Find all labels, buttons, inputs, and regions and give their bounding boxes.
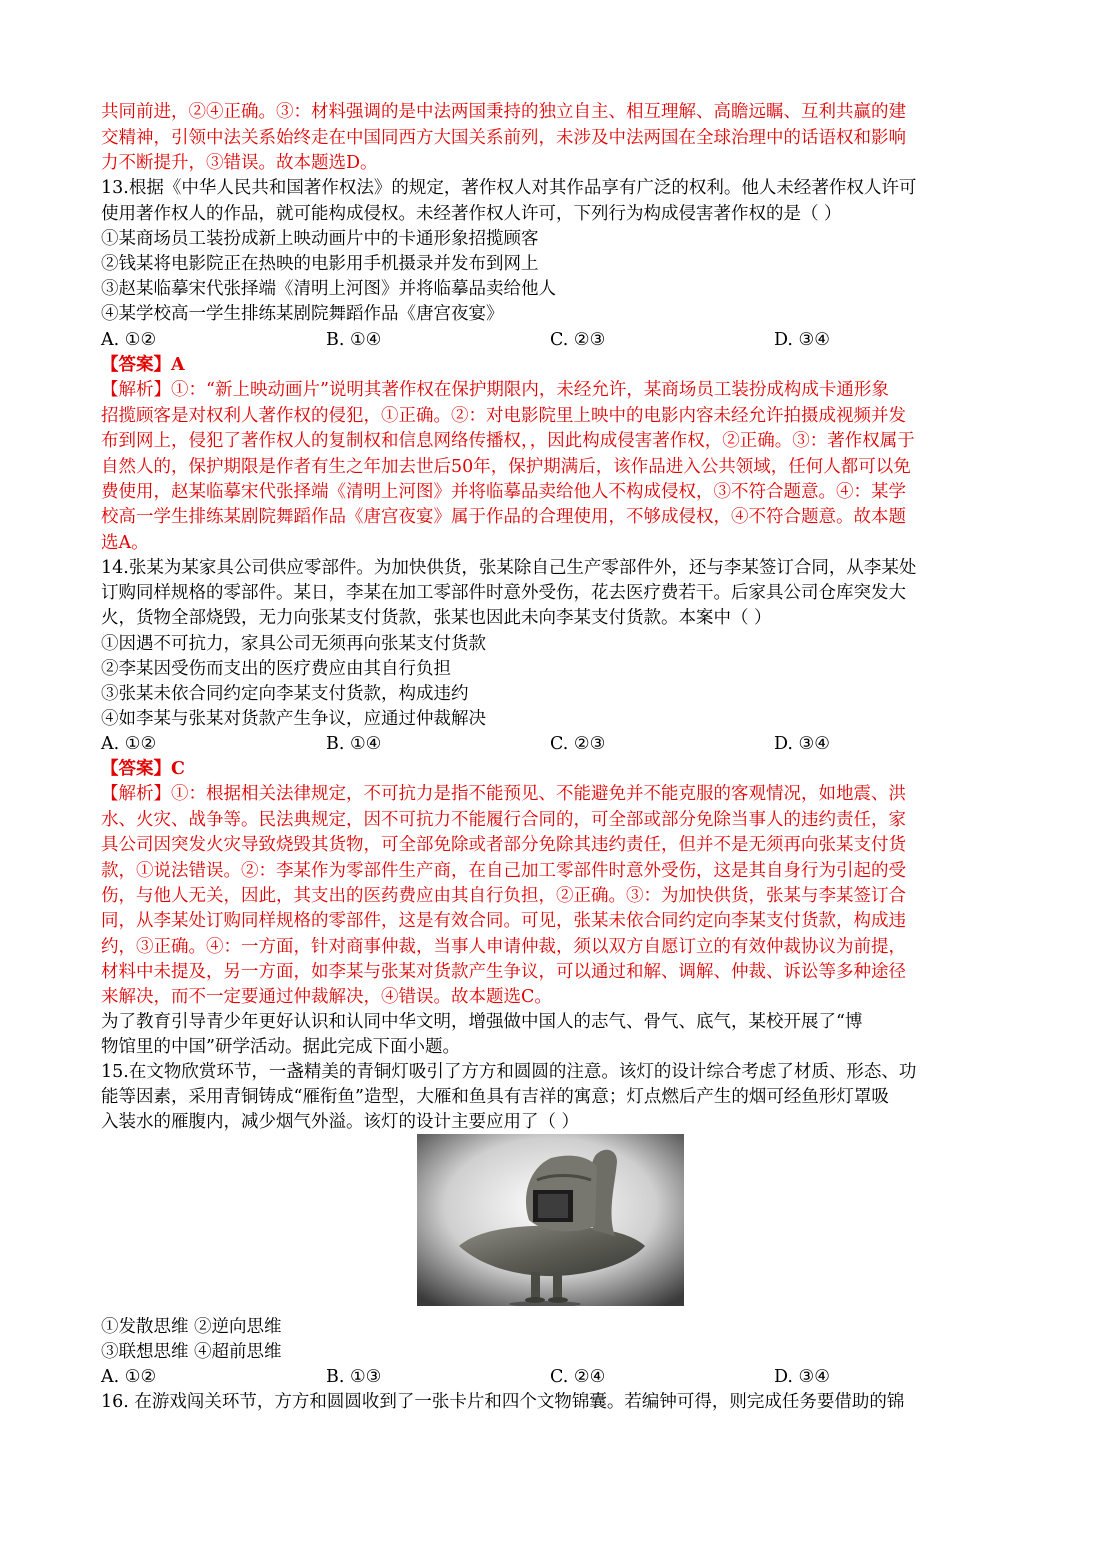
question-14-stem: 订购同样规格的零部件。某日，李某在加工零部件时意外受伤，花去医疗费若干。后家具公司仓库突发大 — [101, 583, 906, 603]
analysis-text: 自然人的，保护期限是作者有生之年加去世后50年，保护期满后，该作品进入公共领域，任何人都可以免 — [101, 457, 911, 477]
option-c: C. ②④ — [550, 1367, 606, 1387]
option-d: D. ③④ — [774, 734, 830, 754]
analysis-text: 【解析】①：根据相关法律规定，不可抗力是指不能预见、不能避免并不能克服的客观情况，如地震、洪 — [101, 784, 906, 804]
text-line: 力不断提升，③错误。故本题选D。 — [101, 153, 378, 173]
analysis-text: 具公司因突发火灾导致烧毁其货物，可全部免除或者部分免除其违约责任，但并不是无须再向张某支付货 — [101, 835, 906, 855]
statement-item: ④某学校高一学生排练某剧院舞蹈作品《唐宫夜宴》 — [101, 304, 504, 324]
analysis-text: 选A。 — [101, 533, 149, 553]
analysis-text: 招揽顾客是对权利人著作权的侵犯，①正确。②：对电影院里上映中的电影内容未经允许拍摄成视频并发 — [101, 406, 906, 426]
statement-item: ③赵某临摹宋代张择端《清明上河图》并将临摹品卖给他人 — [101, 279, 556, 299]
passage-intro: 为了教育引导青少年更好认识和认同中华文明，增强做中国人的志气、骨气、底气，某校开展了“博 — [101, 1012, 863, 1032]
analysis-text: 伤，与他人无关，因此，其支出的医药费应由其自行负担，②正确。③：为加快供货，张某与李某签订合 — [101, 886, 906, 906]
option-b: B. ①④ — [326, 330, 382, 350]
question-15-stem: 入装水的雁腹内，减少烟气外溢。该灯的设计主要应用了（ ） — [101, 1112, 580, 1132]
option-a: A. ①② — [101, 734, 157, 754]
option-d: D. ③④ — [774, 1367, 830, 1387]
statement-item: ③联想思维 ④超前思维 — [101, 1342, 282, 1362]
option-c: C. ②③ — [550, 734, 606, 754]
question-14-stem: 火，货物全部烧毁，无力向张某支付货款，张某也因此未向李某支付货款。本案中（ ） — [101, 608, 772, 628]
statement-item: ②李某因受伤而支出的医疗费应由其自行负担 — [101, 659, 451, 679]
text-line: 共同前进，②④正确。③：材料强调的是中法两国秉持的独立自主、相互理解、高瞻远瞩、互利共赢的建 — [101, 102, 906, 122]
statement-item: ③张某未依合同约定向李某支付货款，构成违约 — [101, 684, 469, 704]
analysis-text: 【解析】①：“新上映动画片”说明其著作权在保护期限内，未经允许，某商场员工装扮成构成卡通形象 — [101, 380, 889, 400]
analysis-text: 布到网上，侵犯了著作权人的复制权和信息网络传播权，，因此构成侵害著作权，②正确。③：著作权属于 — [101, 431, 915, 451]
bronze-goose-lamp-image — [417, 1134, 684, 1306]
answer-label: 【答案】C — [101, 759, 185, 779]
statement-item: ④如李某与张某对货款产生争议，应通过仲裁解决 — [101, 709, 486, 729]
option-a: A. ①② — [101, 330, 157, 350]
analysis-text: 约，③正确。④：一方面，针对商事仲裁，当事人申请仲裁，须以双方自愿订立的有效仲裁协议为前提， — [101, 937, 906, 957]
question-13-stem: 使用著作权人的作品，就可能构成侵权。未经著作权人许可，下列行为构成侵害著作权的是（ ） — [101, 204, 842, 224]
analysis-text: 款，①说法错误。②：李某作为零部件生产商，在自己加工零部件时意外受伤，这是其自身行为引起的受 — [101, 861, 906, 881]
statement-item: ①因遇不可抗力，家具公司无须再向张某支付货款 — [101, 634, 486, 654]
analysis-text: 水、火灾、战争等。民法典规定，因不可抗力不能履行合同的，可全部或部分免除当事人的违约责任，家 — [101, 810, 906, 830]
analysis-text: 同，从李某处订购同样规格的零部件，这是有效合同。可见，张某未依合同约定向李某支付货款，构成违 — [101, 911, 906, 931]
statement-item: ①发散思维 ②逆向思维 — [101, 1317, 282, 1337]
answer-options — [101, 328, 1006, 353]
option-b: B. ①③ — [326, 1367, 382, 1387]
answer-options — [101, 1365, 1006, 1390]
option-d: D. ③④ — [774, 330, 830, 350]
option-c: C. ②③ — [550, 330, 606, 350]
option-a: A. ①② — [101, 1367, 157, 1387]
text-line: 交精神，引领中法关系始终走在中国同西方大国关系前列，未涉及中法两国在全球治理中的话语权和影响 — [101, 128, 906, 148]
passage-intro: 物馆里的中国”研学活动。据此完成下面小题。 — [101, 1037, 460, 1057]
statement-item: ②钱某将电影院正在热映的电影用手机摄录并发布到网上 — [101, 254, 539, 274]
answer-label: 【答案】A — [101, 355, 185, 375]
question-15-stem: 15.在文物欣赏环节，一盏精美的青铜灯吸引了方方和圆圆的注意。该灯的设计综合考虑了材质、形态、功 — [101, 1062, 917, 1082]
analysis-text: 费使用，赵某临摹宋代张择端《清明上河图》并将临摹品卖给他人不构成侵权，③不符合题意。④：某学 — [101, 482, 906, 502]
analysis-text: 来解决，而不一定要通过仲裁解决，④错误。故本题选C。 — [101, 987, 552, 1007]
question-13-stem: 13.根据《中华人民共和国著作权法》的规定，著作权人对其作品享有广泛的权利。他人未经著作权人许可 — [101, 178, 917, 198]
answer-options — [101, 732, 1006, 757]
analysis-text: 材料中未提及，另一方面，如李某与张某对货款产生争议，可以通过和解、调解、仲裁、诉讼等多种途径 — [101, 962, 906, 982]
question-15-stem: 能等因素，采用青铜铸成“雁衔鱼”造型，大雁和鱼具有吉祥的寓意；灯点燃后产生的烟可经鱼形灯罩吸 — [101, 1087, 889, 1107]
statement-item: ①某商场员工装扮成新上映动画片中的卡通形象招揽顾客 — [101, 229, 539, 249]
question-16-stem: 16. 在游戏闯关环节，方方和圆圆收到了一张卡片和四个文物锦囊。若编钟可得，则完成任务要借助的锦 — [101, 1392, 905, 1412]
question-14-stem: 14.张某为某家具公司供应零部件。为加快供货，张某除自己生产零部件外，还与李某签订合同，从李某处 — [101, 558, 917, 578]
option-b: B. ①④ — [326, 734, 382, 754]
analysis-text: 校高一学生排练某剧院舞蹈作品《唐宫夜宴》属于作品的合理使用，不够成侵权，④不符合题意。故本题 — [101, 507, 906, 527]
